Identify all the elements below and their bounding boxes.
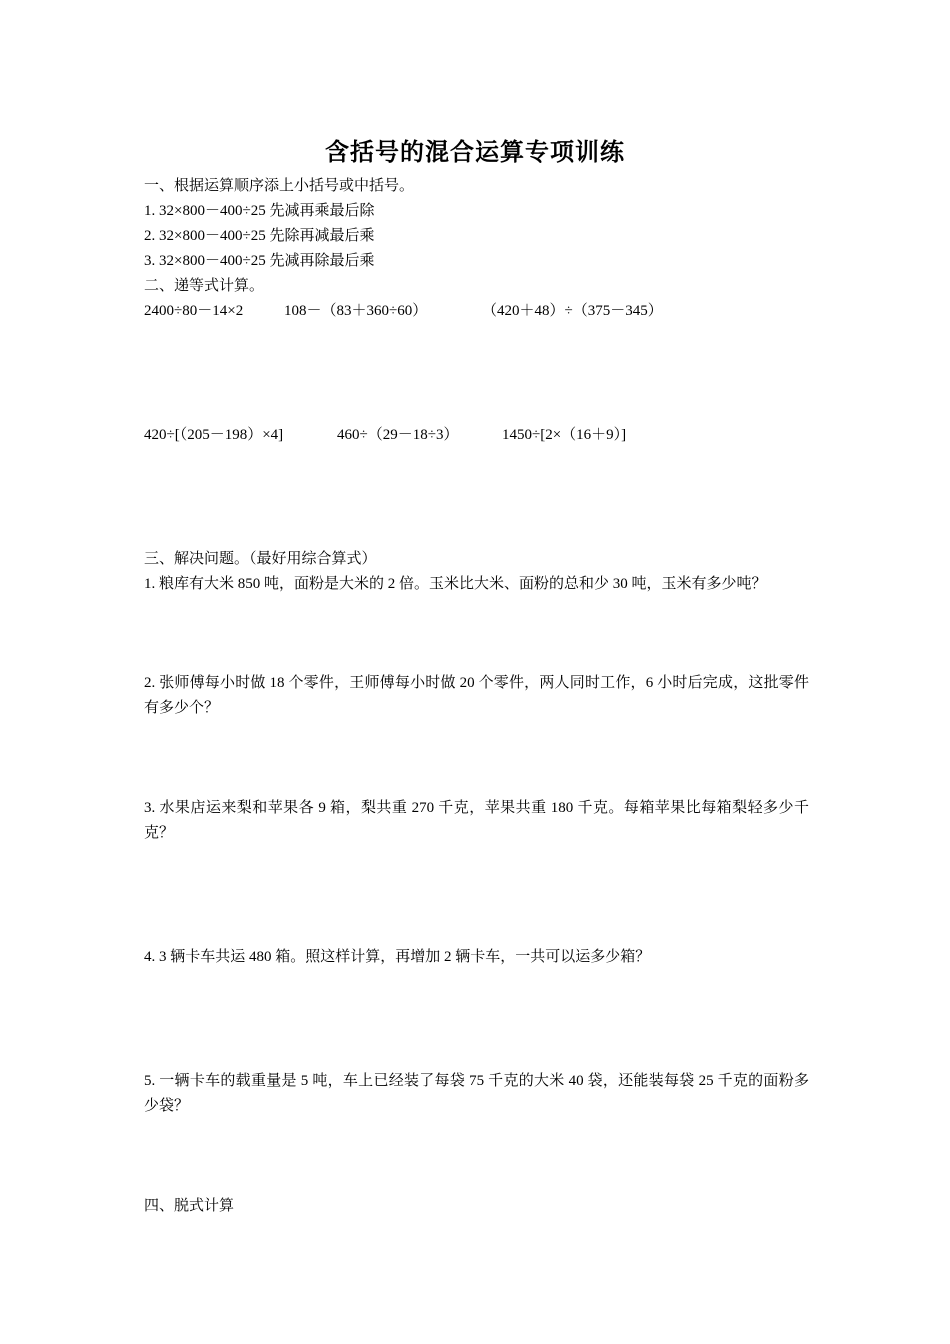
word-problem-1: 1. 粮库有大米 850 吨，面粉是大米的 2 倍。玉米比大米、面粉的总和少 30 吨，玉米有多少吨？ <box>144 576 767 592</box>
section1-item-2: 2. 32×800－400÷25 先除再减最后乘 <box>144 228 375 244</box>
calc-expression: 460÷（29－18÷3） <box>337 427 459 443</box>
word-problem-5: 5. 一辆卡车的载重量是 5 吨，车上已经装了每袋 75 千克的大米 40 袋，还能装每袋 25 千克的面粉多少袋？ <box>144 1073 809 1114</box>
word-problem-2: 2. 张师傅每小时做 18 个零件，王师傅每小时做 20 个零件，两人同时工作，6 小时后完成，这批零件有多少个？ <box>144 675 809 716</box>
section2-heading: 二、递等式计算。 <box>144 278 265 294</box>
section4-heading: 四、脱式计算 <box>144 1198 235 1214</box>
calc-expression: 1450÷[2×（16＋9）] <box>502 427 627 443</box>
word-problem-4: 4. 3 辆卡车共运 480 箱。照这样计算，再增加 2 辆卡车，一共可以运多少箱？ <box>144 949 651 965</box>
word-problem-3: 3. 水果店运来梨和苹果各 9 箱，梨共重 270 千克，苹果共重 180 千克。每箱苹果比每箱梨轻多少千克？ <box>144 800 809 841</box>
calc-expression: 420÷[（205－198）×4] <box>144 427 284 443</box>
calc-expression: （420＋48）÷（375－345） <box>482 303 663 319</box>
calc-expression: 108－（83＋360÷60） <box>284 303 428 319</box>
section3-heading: 三、解决问题。（最好用综合算式） <box>144 551 377 567</box>
section1-heading: 一、根据运算顺序添上小括号或中括号。 <box>144 178 415 194</box>
page-title: 含括号的混合运算专项训练 <box>325 140 625 166</box>
section1-item-1: 1. 32×800－400÷25 先减再乘最后除 <box>144 203 375 219</box>
section1-item-3: 3. 32×800－400÷25 先减再除最后乘 <box>144 253 375 269</box>
calc-expression: 2400÷80－14×2 <box>144 303 244 319</box>
